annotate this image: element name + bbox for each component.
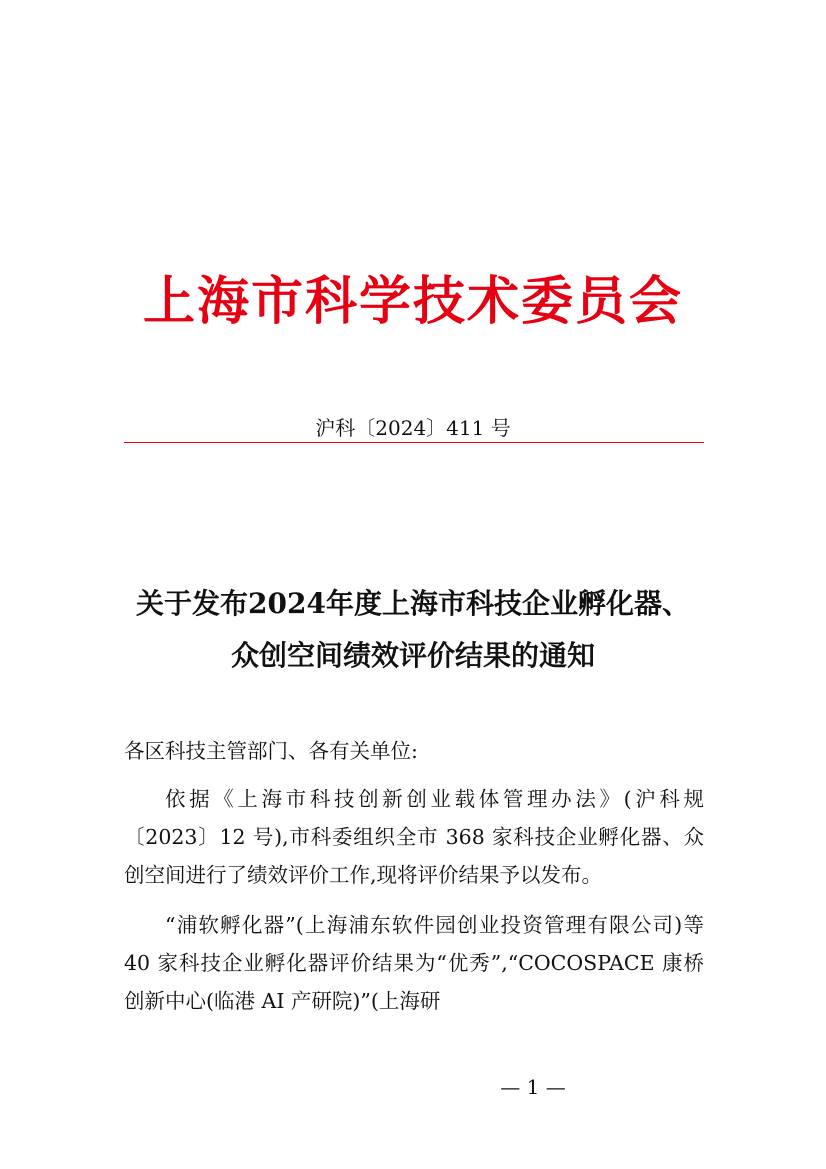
document-number: 沪科〔2024〕411 号: [315, 416, 511, 440]
notice-title-line2: 众创空间绩效评价结果的通知: [230, 639, 595, 672]
red-separator-line: [124, 442, 704, 443]
salutation: 各区科技主管部门、各有关单位:: [124, 739, 418, 763]
notice-title: [100, 578, 726, 682]
page-number: — 1 —: [500, 1075, 566, 1099]
issuing-organization-title: 上海市科学技术委员会: [142, 271, 683, 332]
body-paragraph-1: 依据《上海市科技创新创业载体管理办法》(沪科规〔2023〕12 号),市科委组织全市 368 家科技企业孵化器、众创空间进行了绩效评价工作,现将评价结果予以发布。: [124, 787, 704, 887]
body-paragraph-2: “浦软孵化器”(上海浦东软件园创业投资管理有限公司)等 40 家科技企业孵化器评价结果为“优秀”,“COCOSPACE 康桥创新中心(临港 AI 产研院)”(上海研: [124, 913, 704, 1013]
notice-title-line1: 关于发布2024年度上海市科技企业孵化器、: [136, 587, 690, 620]
